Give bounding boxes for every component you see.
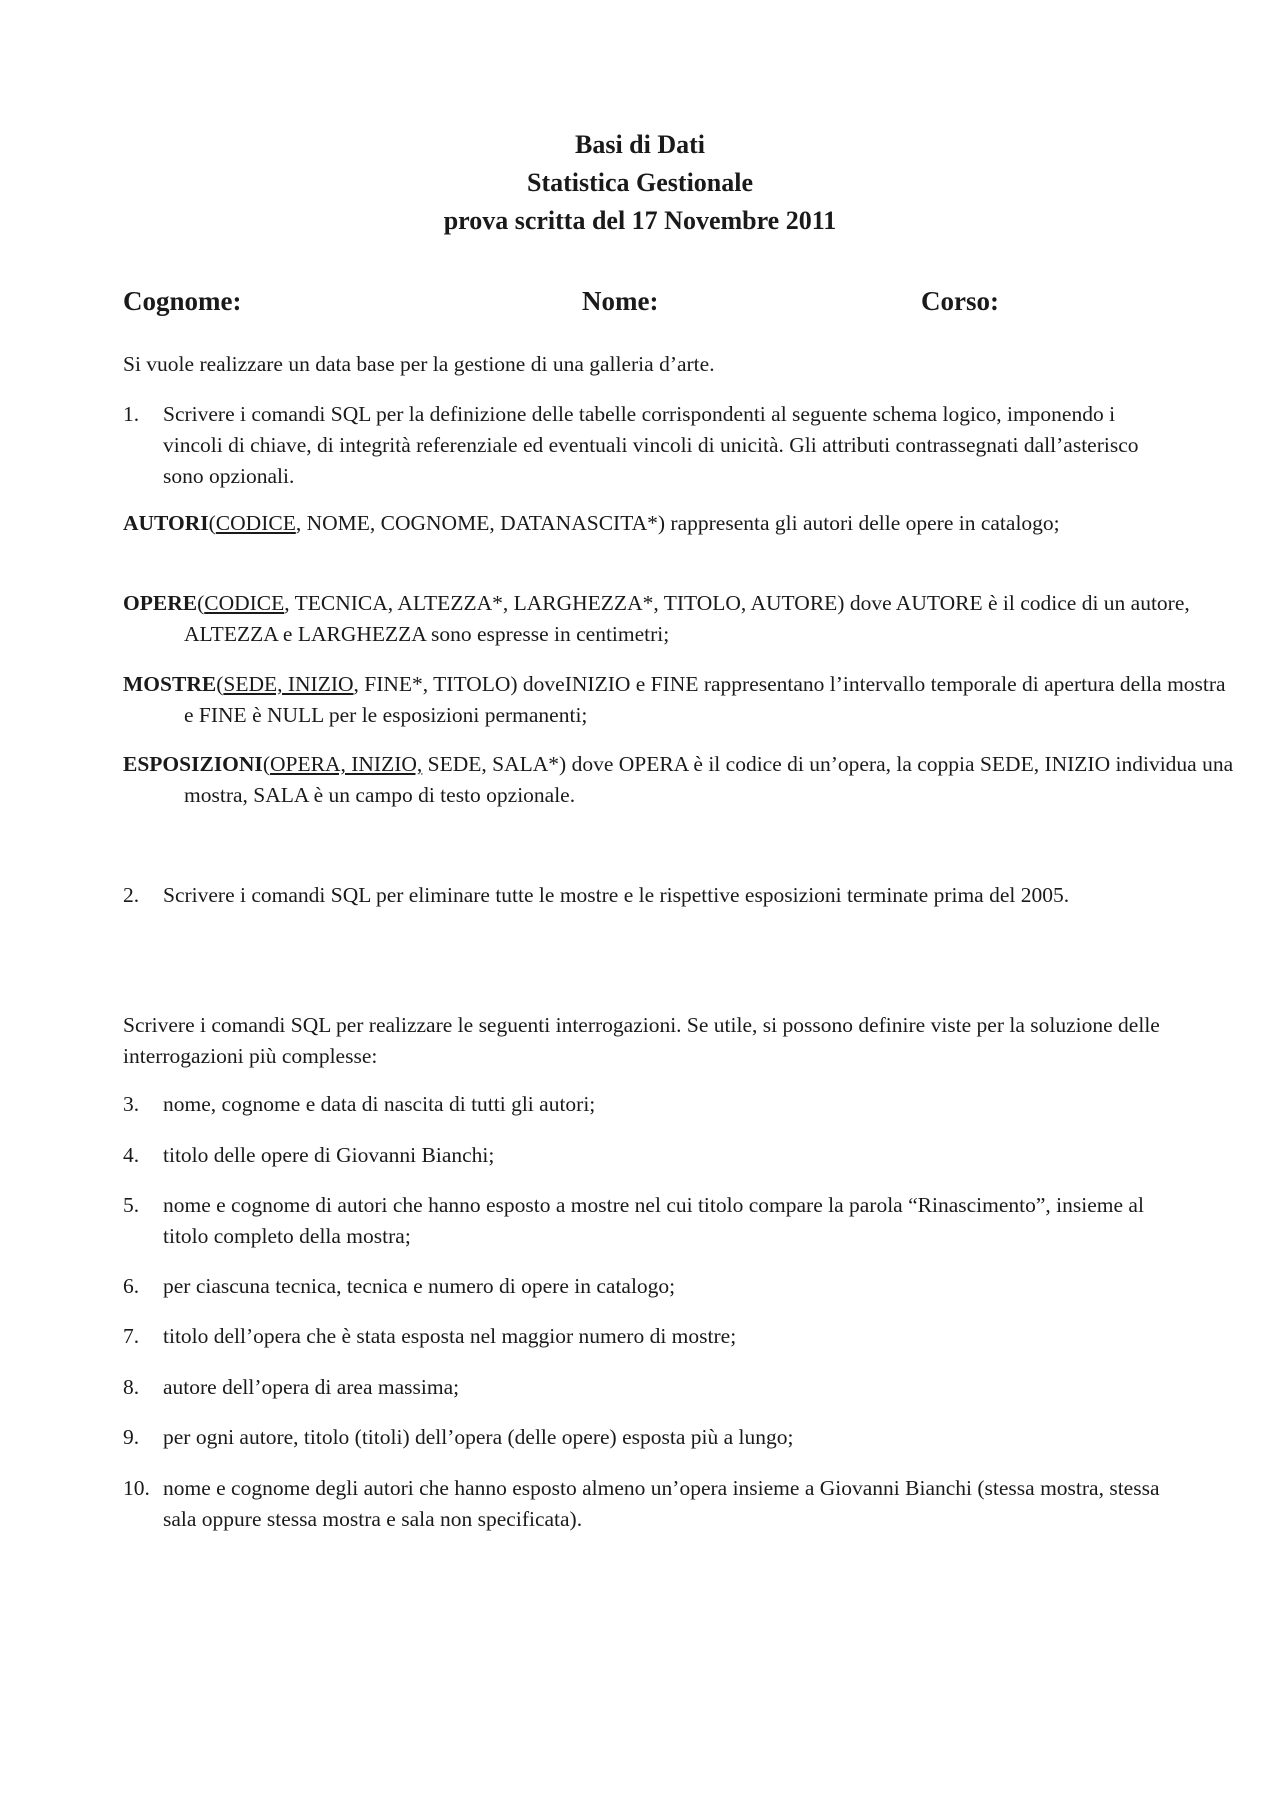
primary-key: CODICE xyxy=(204,591,285,615)
query-text: autore dell’opera di area massima; xyxy=(163,1375,460,1399)
query-number: 6. xyxy=(123,1274,140,1298)
queries-intro: Scrivere i comandi SQL per realizzare le seguenti interrogazioni. Se utile, si possono definire viste per la soluzione delle interrogazioni più complesse: xyxy=(123,1013,1160,1068)
schema-esposizioni: ESPOSIZIONI(OPERA, INIZIO, SEDE, SALA*) dove OPERA è il codice di un’opera, la coppia SEDE, INIZIO individua una mostra, SALA è un campo di testo opzionale. xyxy=(123,752,1234,807)
schema-mostre: MOSTRE(SEDE, INIZIO, FINE*, TITOLO) doveINIZIO e FINE rappresentano l’intervallo temporale di apertura della mostra e FINE è NULL per le esposizioni permanenti; xyxy=(123,672,1226,727)
table-description: , TECNICA, ALTEZZA*, LARGHEZZA*, TITOLO, AUTORE) dove AUTORE è il codice di un autore, ALTEZZA e LARGHEZZA sono espresse in centimetri; xyxy=(184,591,1190,646)
primary-key: OPERA, INIZIO, xyxy=(269,752,423,776)
query-item xyxy=(123,1190,1173,1252)
table-name: OPERE xyxy=(123,591,198,615)
title-block xyxy=(0,126,1280,240)
query-number: 4. xyxy=(123,1143,140,1167)
query-number: 3. xyxy=(123,1092,140,1116)
query-number: 10. xyxy=(123,1476,150,1500)
exercise-number: 2. xyxy=(123,883,140,907)
query-text: nome e cognome di autori che hanno esposto a mostre nel cui titolo compare la parola “Rinascimento”, insieme al titolo completo della mostra; xyxy=(163,1193,1144,1248)
exercise-text: Scrivere i comandi SQL per la definizione delle tabelle corrispondenti al seguente schema logico, imponendo i vincoli di chiave, di integrità referenziale ed eventuali vincoli di unicità. Gli attributi contrassegnati dall’asterisco sono opzionali. xyxy=(163,402,1139,488)
query-text: titolo dell’opera che è stata esposta nel maggior numero di mostre; xyxy=(163,1324,737,1348)
table-description: , FINE*, TITOLO) doveINIZIO e FINE rappresentano l’intervallo temporale di apertura della mostra e FINE è NULL per le esposizioni permanenti; xyxy=(184,672,1226,727)
exam-date-title: prova scritta del 17 Novembre 2011 xyxy=(443,206,837,235)
query-item xyxy=(123,1089,1173,1120)
query-item xyxy=(123,1422,1173,1453)
exercise-1 xyxy=(123,399,1173,492)
corso-label: Corso: xyxy=(921,286,999,316)
schema-autori: AUTORI(CODICE, NOME, COGNOME, DATANASCITA*) rappresenta gli autori delle opere in catalogo; xyxy=(123,511,1060,535)
intro-paragraph: Si vuole realizzare un data base per la gestione di una galleria d’arte. xyxy=(123,352,715,376)
table-description: , NOME, COGNOME, DATANASCITA*) rappresenta gli autori delle opere in catalogo; xyxy=(295,511,1060,535)
query-item xyxy=(123,1473,1173,1535)
table-name: ESPOSIZIONI xyxy=(123,752,263,776)
table-description: SEDE, SALA*) dove OPERA è il codice di un’opera, la coppia SEDE, INIZIO individua una mostra, SALA è un campo di testo opzionale. xyxy=(184,752,1234,807)
query-number: 5. xyxy=(123,1193,140,1217)
query-text: nome e cognome degli autori che hanno esposto almeno un’opera insieme a Giovanni Bianchi (stessa mostra, stessa sala oppure stessa mostra e sala non specificata). xyxy=(163,1476,1160,1531)
query-item xyxy=(123,1321,1173,1352)
query-item xyxy=(123,1140,1173,1171)
schema-opere: OPERE(CODICE, TECNICA, ALTEZZA*, LARGHEZZA*, TITOLO, AUTORE) dove AUTORE è il codice di un autore, ALTEZZA e LARGHEZZA sono espresse in centimetri; xyxy=(123,591,1190,646)
exercise-2 xyxy=(123,880,1173,911)
query-text: nome, cognome e data di nascita di tutti gli autori; xyxy=(163,1092,596,1116)
query-item xyxy=(123,1372,1173,1403)
query-number: 8. xyxy=(123,1375,140,1399)
cognome-label: Cognome: xyxy=(123,286,242,316)
query-number: 7. xyxy=(123,1324,140,1348)
query-item xyxy=(123,1271,1173,1302)
query-number: 9. xyxy=(123,1425,140,1449)
table-name: AUTORI xyxy=(123,511,209,535)
query-text: per ciascuna tecnica, tecnica e numero di opere in catalogo; xyxy=(163,1274,676,1298)
exercise-number: 1. xyxy=(123,402,140,426)
primary-key: CODICE xyxy=(215,511,296,535)
nome-label: Nome: xyxy=(582,286,659,316)
primary-key: SEDE, INIZIO xyxy=(223,672,354,696)
query-text: per ogni autore, titolo (titoli) dell’opera (delle opere) esposta più a lungo; xyxy=(163,1425,794,1449)
course-title: Basi di Dati xyxy=(574,130,706,159)
table-name: MOSTRE xyxy=(123,672,217,696)
exercise-text: Scrivere i comandi SQL per eliminare tutte le mostre e le rispettive esposizioni terminate prima del 2005. xyxy=(163,883,1070,907)
query-text: titolo delle opere di Giovanni Bianchi; xyxy=(163,1143,495,1167)
degree-title: Statistica Gestionale xyxy=(526,168,754,197)
